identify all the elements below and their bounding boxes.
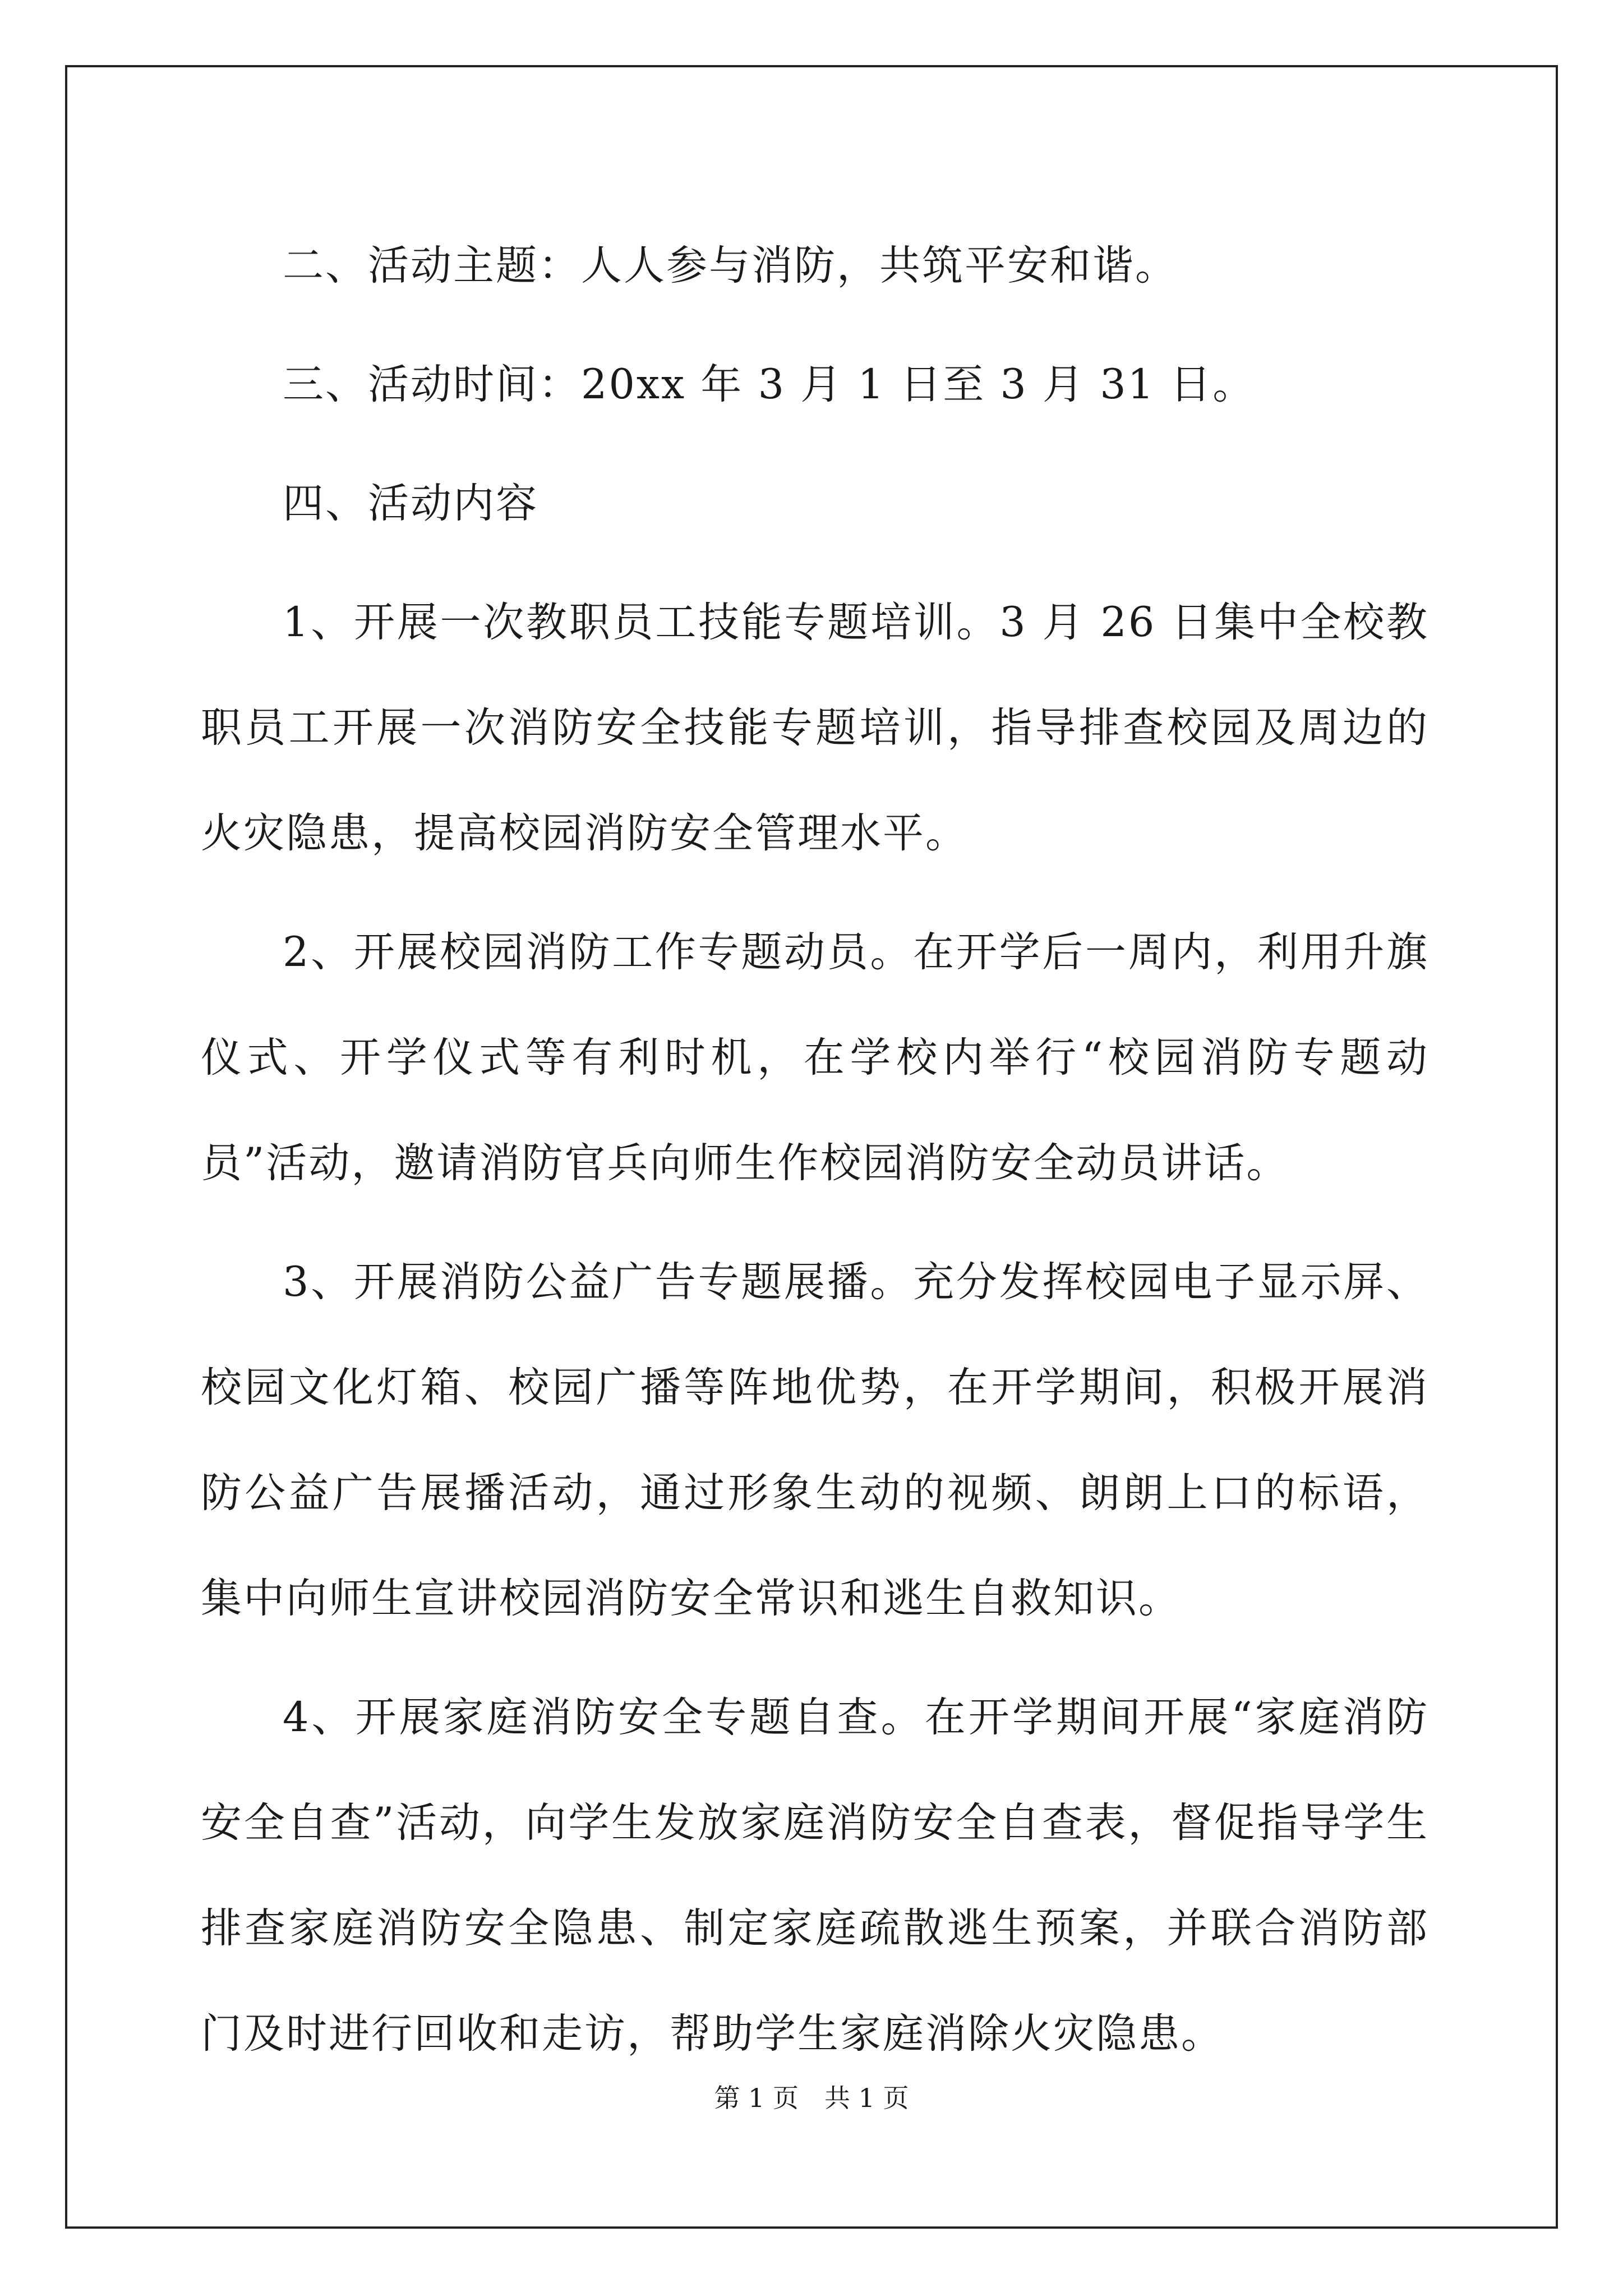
paragraph-item-1: 1、开展一次教职员工技能专题培训。3 月 26 日集中全校教职员工开展一次消防安全技能专题培训，指导排查校园及周边的火灾隐患，提高校园消防安全管理水平。 [201, 599, 1429, 857]
paragraph-item-4: 4、开展家庭消防安全专题自查。在开学期间开展“家庭消防安全自查”活动，向学生发放家庭消防安全自查表，督促指导学生排查家庭消防安全隐患、制定家庭疏散逃生预案，并联合消防部门及时进行回收和走访，帮助学生家庭消除火灾隐患。 [201, 1694, 1429, 2058]
page-footer: 第 1 页 共 1 页 [714, 2083, 909, 2113]
paragraph-theme: 二、活动主题：人人参与消防，共筑平安和谐。 [283, 242, 1178, 289]
paragraph-item-3: 3、开展消防公益广告专题展播。充分发挥校园电子显示屏、校园文化灯箱、校园广播等阵地优势，在开学期间，积极开展消防公益广告展播活动，通过形象生动的视频、朗朗上口的标语，集中向师生宣讲校园消防安全常识和逃生自救知识。 [201, 1258, 1429, 1622]
document-body [201, 213, 1429, 2100]
paragraph-content-heading: 四、活动内容 [283, 480, 538, 527]
paragraph-time: 三、活动时间：20xx 年 3 月 1 日至 3 月 31 日。 [283, 361, 1256, 408]
paragraph-item-2: 2、开展校园消防工作专题动员。在开学后一周内，利用升旗仪式、开学仪式等有利时机，在学校内举行“校园消防专题动员”活动，邀请消防官兵向师生作校园消防安全动员讲话。 [201, 928, 1429, 1187]
